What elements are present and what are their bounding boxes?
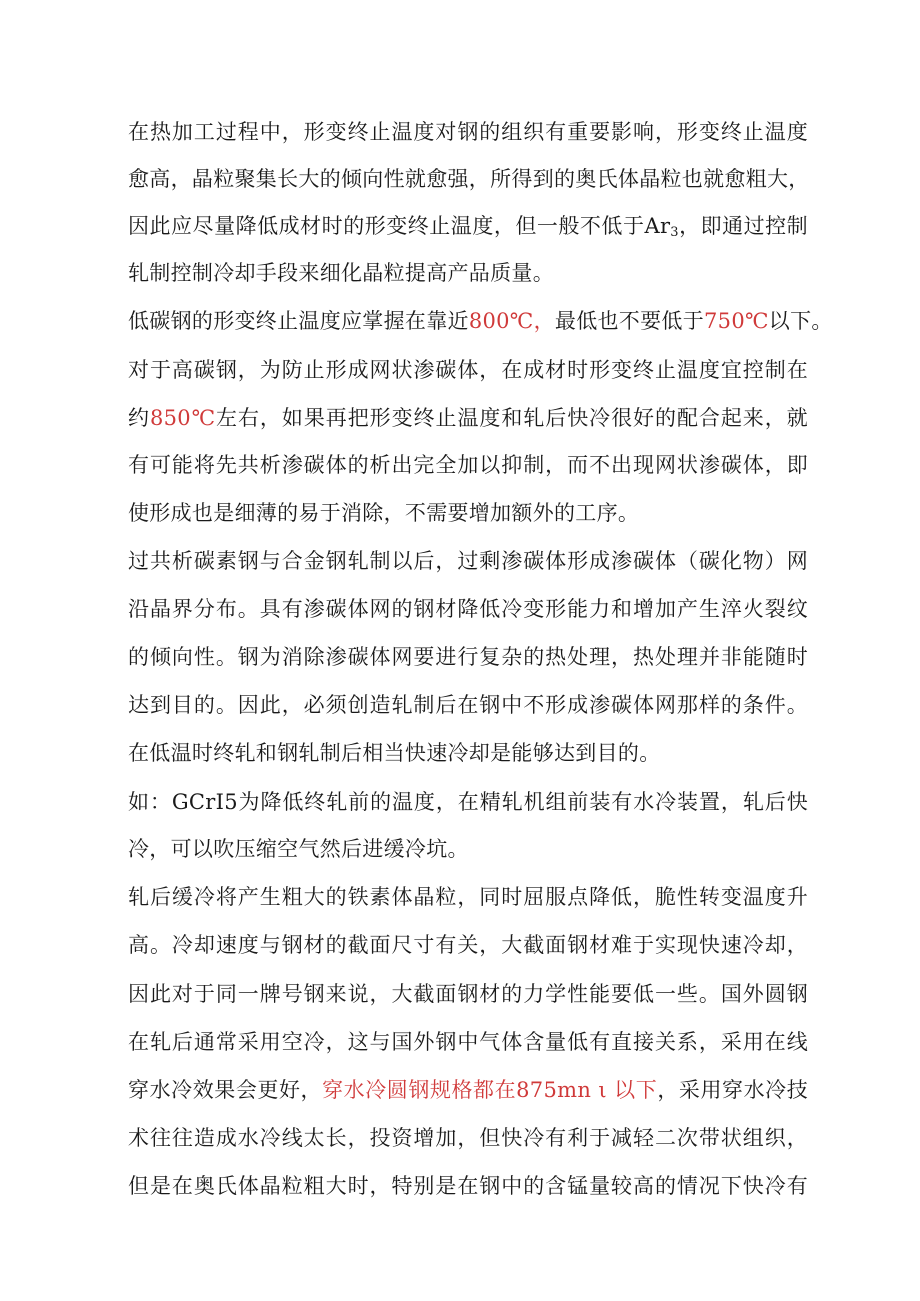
text-run: 但是在奥氏体晶粒粗大时，特别是在钢中的含锰量较高的情况下快冷有 — [128, 1174, 808, 1198]
paragraph-1-line-4 — [128, 253, 808, 293]
paragraph-3-line-1 — [128, 541, 808, 581]
text-run: 达到目的。因此，必须创造轧制后在钢中不形成渗碳体网那样的条件。 — [128, 693, 808, 717]
paragraph-3-line-3 — [128, 637, 808, 677]
paragraph-5-line-6 — [128, 1118, 808, 1158]
paragraph-5-line-3 — [128, 974, 808, 1014]
paragraph-5-line-4 — [128, 1022, 808, 1062]
paragraph-2-line-3 — [128, 398, 808, 438]
text-run: 低碳钢的形变终止温度应掌握在靠近 — [128, 309, 469, 333]
paragraph-5-line-7 — [128, 1166, 808, 1206]
text-run: 愈高，晶粒聚集长大的倾向性就愈强，所得到的奥氏体晶粒也就愈粗大， — [128, 167, 810, 191]
text-run: 对于高碳钢，为防止形成网状渗碳体，在成材时形变终止温度宜控制在 — [128, 358, 808, 382]
highlight-text: 850℃ — [149, 406, 217, 430]
highlight-text: 穿水冷圆钢规格都在875mn ι 以下 — [322, 1078, 658, 1102]
text-run: 左右，如果再把形变终止温度和轧后快冷很好的配合起来，就 — [216, 406, 808, 430]
text-run: 在低温时终轧和钢轧制后相当快速冷却是能够达到目的。 — [128, 741, 661, 765]
paragraph-1-line-1 — [128, 112, 808, 152]
paragraph-5-line-5 — [128, 1070, 808, 1110]
text-run: 以下。 — [768, 309, 833, 333]
text-run: ，采用穿水冷技 — [657, 1078, 808, 1102]
paragraph-4-line-2 — [128, 829, 808, 869]
subscript-text: 3 — [670, 225, 679, 240]
paragraph-3-line-5 — [128, 733, 808, 773]
text-run: 约 — [128, 406, 150, 430]
text-run: 轧后缓冷将产生粗大的铁素体晶粒，同时屈服点降低，脆性转变温度升 — [128, 885, 808, 909]
text-run: 轧制控制冷却手段来细化晶粒提高产品质量。 — [128, 261, 554, 285]
paragraph-4-line-1 — [128, 782, 808, 822]
highlight-text: 750℃ — [704, 309, 769, 333]
text-run: 高。冷却速度与钢材的截面尺寸有关，大截面钢材难于实现快速冷却， — [128, 933, 808, 957]
text-run: 在轧后通常采用空冷，这与国外钢中气体含量低有直接关系，采用在线 — [128, 1030, 808, 1054]
text-run: 过共析碳素钢与合金钢轧制以后，过剩渗碳体形成渗碳体（碳化物）网 — [128, 549, 808, 573]
text-run: 冷，可以吹压缩空气然后进缓冷坑。 — [128, 837, 469, 861]
text-run: 使形成也是细薄的易于消除，不需要增加额外的工序。 — [128, 501, 640, 525]
text-run: 术往往造成水冷线太长，投资增加，但快冷有利于减轻二次带状组织， — [128, 1126, 808, 1150]
paragraph-3-line-4 — [128, 685, 808, 725]
paragraph-1-line-3 — [128, 206, 808, 246]
paragraph-2-line-2 — [128, 350, 808, 390]
text-run: 有可能将先共析渗碳体的析出完全加以抑制，而不出现网状渗碳体，即 — [128, 453, 808, 477]
text-run: 穿水冷效果会更好， — [128, 1078, 323, 1102]
text-run: ，即通过控制 — [678, 214, 808, 238]
text-run: 的倾向性。钢为消除渗碳体网要进行复杂的热处理，热处理并非能随时 — [128, 645, 808, 669]
text-run: 沿晶界分布。具有渗碳体网的钢材降低冷变形能力和增加产生淬火裂纹 — [128, 597, 808, 621]
paragraph-2-line-4 — [128, 445, 808, 485]
paragraph-2-line-5 — [128, 493, 808, 533]
paragraph-5-line-1 — [128, 877, 808, 917]
text-run: 如：GCrI5为降低终轧前的温度，在精轧机组前装有水冷装置，轧后快 — [128, 790, 808, 814]
paragraph-2-line-1 — [128, 301, 833, 341]
text-run: 因此对于同一牌号钢来说，大截面钢材的力学性能要低一些。国外圆钢 — [128, 982, 808, 1006]
text-run: 因此应尽量降低成材时的形变终止温度，但一般不低于Ar — [128, 214, 671, 238]
text-run: 最低也不要低于 — [554, 309, 704, 333]
paragraph-3-line-2 — [128, 589, 808, 629]
paragraph-5-line-2 — [128, 925, 808, 965]
highlight-text: 800℃， — [468, 309, 555, 333]
text-run: 在热加工过程中，形变终止温度对钢的组织有重要影响，形变终止温度 — [128, 120, 808, 144]
paragraph-1-line-2 — [128, 159, 808, 199]
